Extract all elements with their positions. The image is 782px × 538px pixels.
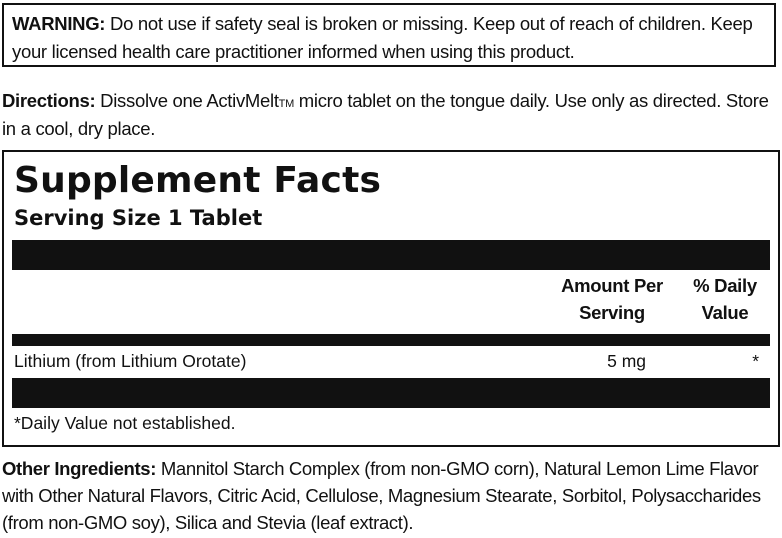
- warning-box: [2, 3, 776, 67]
- ingredients-label: Other Ingredients:: [2, 458, 157, 479]
- directions-label: Directions:: [2, 90, 96, 111]
- warning-text: Do not use if safety seal is broken or missing. Keep out of reach of children. Keep your licensed health care practitioner informed when using this product.: [12, 13, 753, 62]
- supplement-facts-panel: [2, 150, 780, 447]
- daily-value-footnote: *Daily Value not established.: [14, 413, 236, 433]
- directions: [2, 87, 778, 143]
- header-daily-value: % Daily Value: [693, 275, 757, 323]
- facts-title: Supplement Facts: [14, 160, 382, 201]
- medium-divider: [12, 334, 770, 346]
- warning-label: WARNING:: [12, 13, 106, 34]
- nutrient-name: Lithium (from Lithium Orotate): [14, 351, 247, 371]
- serving-size: Serving Size 1 Tablet: [14, 206, 263, 230]
- header-amount-per-serving: Amount Per Serving: [561, 275, 663, 323]
- directions-text-end: micro tablet on the tongue daily. Use only as directed. Store in a cool, dry place.: [2, 90, 769, 139]
- nutrient-daily-value: *: [752, 351, 759, 371]
- nutrient-amount: 5 mg: [607, 351, 646, 371]
- directions-text-start: Dissolve one ActivMelt: [95, 90, 279, 111]
- thick-divider-top: [12, 240, 770, 270]
- ingredients-text: Mannitol Starch Complex (from non-GMO corn), Natural Lemon Lime Flavor with Other Natural Flavors, Citric Acid, Cellulose, Magnesium Stearate, Sorbitol, Polysaccharides (from non-GMO soy), Silica and Stevia (leaf extract).: [2, 458, 761, 533]
- trademark-mark: TM: [278, 98, 294, 110]
- thick-divider-bottom: [12, 378, 770, 408]
- other-ingredients: [2, 455, 780, 536]
